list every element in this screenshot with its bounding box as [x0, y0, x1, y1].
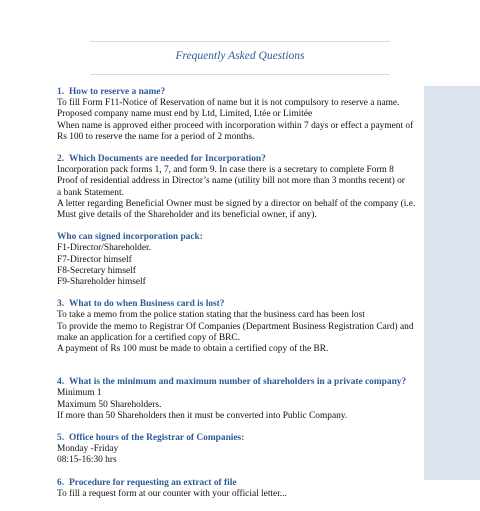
faq-line: A payment of Rs 100 must be made to obtain a certified copy of the BR. [57, 344, 329, 355]
faq-section-3 [57, 299, 417, 355]
faq-section-1 [57, 87, 417, 143]
faq-line: Monday -Friday [57, 444, 119, 455]
faq-heading: Who can signed incorporation pack: [57, 232, 203, 243]
faq-line: Rs 100 to reserve the name for a period of 2 months. [57, 131, 255, 142]
faq-line: A letter regarding Beneficial Owner must be signed by a director on behalf of the company (i.e. [57, 198, 416, 209]
faq-heading: 1. How to reserve a name? [57, 87, 166, 97]
faq-section-6 [57, 478, 417, 500]
faq-line: 08:15-16:30 hrs [57, 455, 117, 466]
faq-line: If more than 50 Shareholders then it must be converted into Public Company. [57, 410, 348, 421]
faq-line: When name is approved either proceed with incorporation within 7 days or effect a payment of [57, 120, 414, 131]
faq-line: a bank Statement. [57, 187, 124, 198]
faq-section-signers [57, 232, 417, 288]
faq-line: F1-Director/Shareholder. [57, 243, 151, 254]
faq-content [57, 87, 417, 511]
faq-line: Must give details of the Shareholder and its beneficial owner, if any). [57, 210, 317, 221]
sidebar-panel [424, 86, 480, 480]
faq-line: Proof of residential address in Director’s name (utility bill not more than 3 months recent) or [57, 176, 405, 187]
faq-line: To fill Form F11-Notice of Reservation of name but it is not compulsory to reserve a name. [57, 98, 400, 109]
faq-line: Incorporation pack forms 1, 7, and form 9. In case there is a secretary to complete Form 8 [57, 165, 394, 176]
faq-line: Proposed company name must end by Ltd, Limited, Ltée or Limitée [57, 109, 313, 120]
faq-line: Maximum 50 Shareholders. [57, 399, 162, 410]
faq-section-2 [57, 154, 417, 221]
faq-line: make an application for a certified copy of BRC. [57, 332, 241, 343]
faq-section-5 [57, 433, 417, 467]
faq-line: To provide the memo to Registrar Of Companies (Department Business Registration Card) and [57, 321, 414, 332]
faq-line: To fill a request form at our counter with your official letter... [57, 488, 287, 499]
faq-line: Minimum 1 [57, 388, 102, 399]
faq-heading: 6. Procedure for requesting an extract of file [57, 477, 237, 488]
faq-heading: 2. Which Documents are needed for Incorporation? [57, 154, 266, 165]
header-rule-top [90, 41, 390, 42]
faq-section-4 [57, 377, 417, 422]
faq-heading: 5. Office hours of the Registrar of Companies: [57, 433, 245, 444]
faq-heading: 3. What to do when Business card is lost? [57, 299, 225, 310]
faq-line: To take a memo from the police station stating that the business card has been lost [57, 310, 365, 321]
faq-heading: 4. What is the minimum and maximum number of shareholders in a private company? [57, 377, 407, 388]
faq-line: F9-Shareholder himself [57, 277, 146, 288]
faq-line: F8-Secretary himself [57, 265, 136, 276]
faq-line: F7-Director himself [57, 254, 132, 265]
page-title: Frequently Asked Questions [175, 50, 305, 62]
header-rule-bottom [90, 74, 390, 75]
